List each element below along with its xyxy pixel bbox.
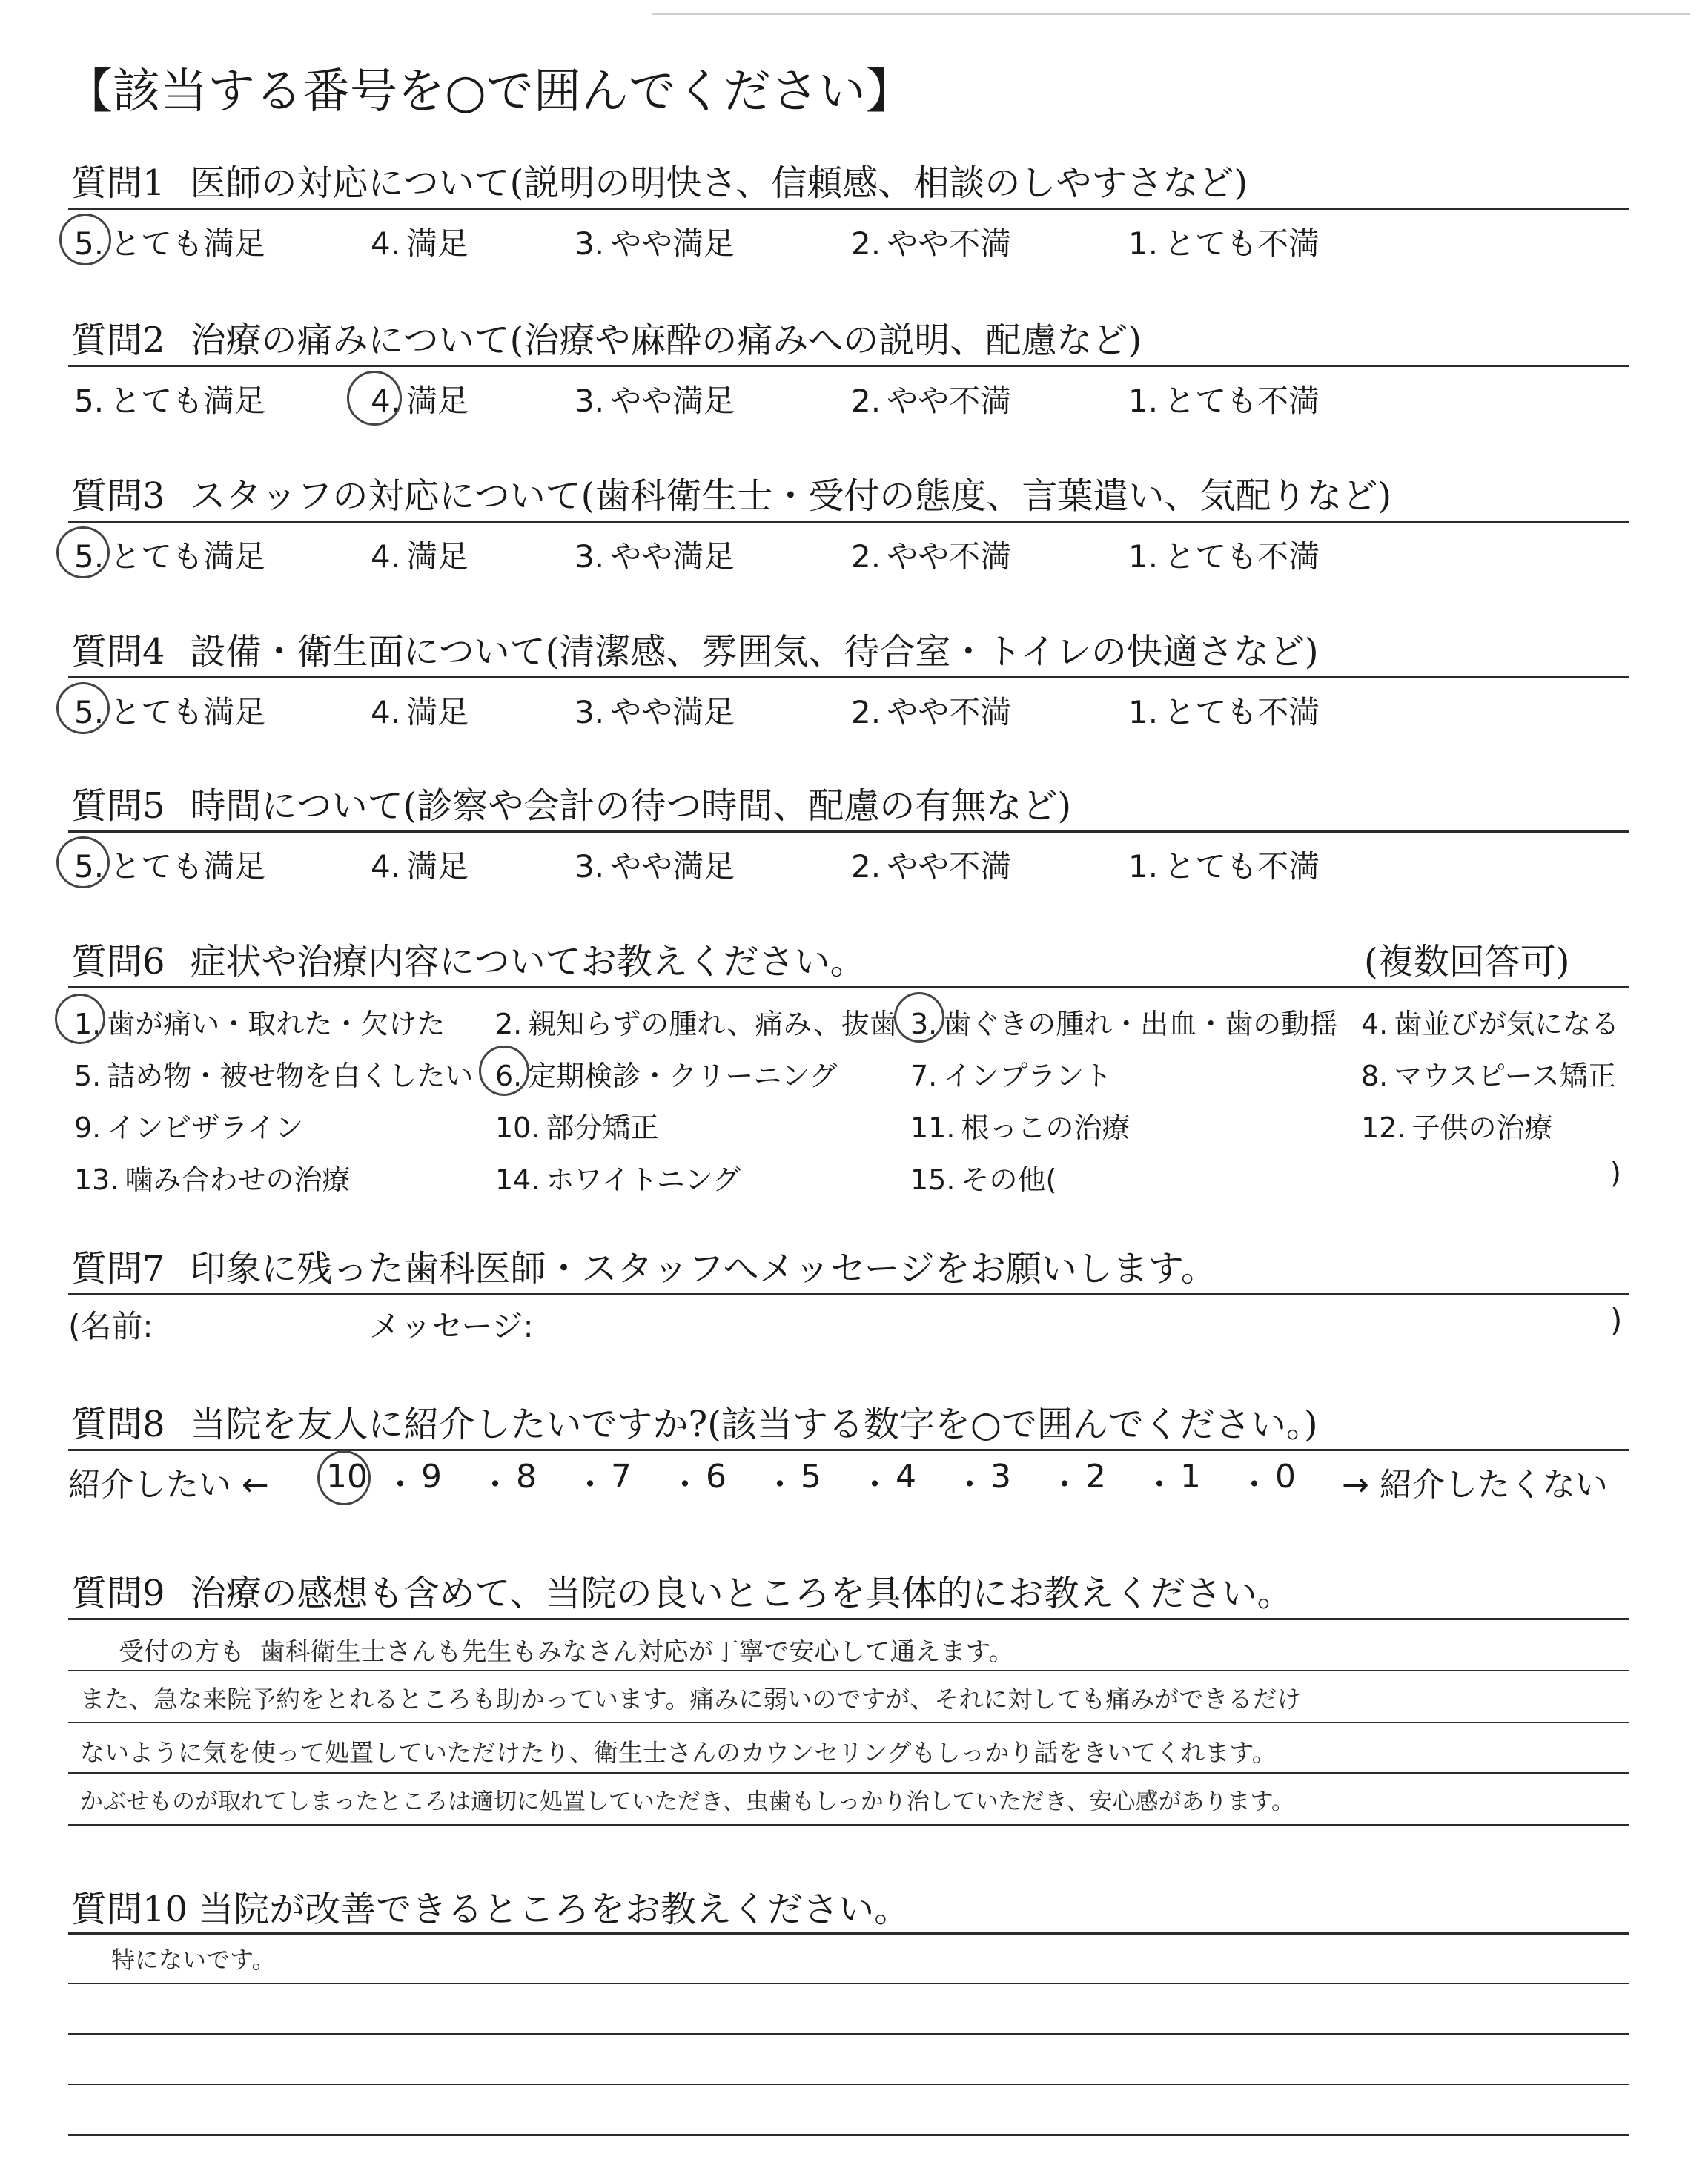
q5-option-2[interactable]: 2. やや不満 [851, 848, 1012, 885]
question-6-text: 症状や治療内容についてお教えください。 [190, 941, 866, 982]
question-8-text: 当院を友人に紹介したいですか?(該当する数字を○で囲んでください。) [190, 1404, 1318, 1445]
question-4-rule [68, 676, 1629, 678]
q4-selected-circle [56, 682, 110, 734]
q4-option-1[interactable]: 1. とても不満 [1128, 694, 1320, 730]
question-4-text: 設備・衛生面について(清潔感、雰囲気、待合室・トイレの快適さなど) [190, 631, 1319, 673]
q3-option-2[interactable]: 2. やや不満 [851, 538, 1012, 575]
question-10-rule [68, 1932, 1629, 1935]
question-7-text: 印象に残った歯科医師・スタッフへメッセージをお願いします。 [190, 1248, 1217, 1289]
q6-item-6[interactable]: 6. 定期検診・クリーニング [495, 1060, 838, 1092]
question-2-text: 治療の痛みについて(治療や麻酔の痛みへの説明、配慮など) [190, 320, 1142, 361]
q8-scale-0[interactable]: 0 [1275, 1458, 1296, 1496]
question-9-text: 治療の感想も含めて、当院の良いところを具体的にお教えください。 [190, 1573, 1293, 1614]
q2-option-2[interactable]: 2. やや不満 [851, 383, 1012, 419]
q5-option-5[interactable]: 5. とても満足 [74, 848, 266, 885]
q2-option-4[interactable]: 4. 満足 [371, 383, 469, 419]
question-5-title [71, 777, 1071, 828]
q6-item-15-close: ) [1610, 1157, 1621, 1189]
question-7-rule [68, 1293, 1629, 1295]
q8-scale-separator: ・ [384, 1466, 417, 1504]
q10-line-4 [68, 2134, 1629, 2136]
question-3-rule [68, 521, 1629, 523]
q8-scale-separator: ・ [1238, 1466, 1271, 1504]
q10-line-2 [68, 2033, 1629, 2035]
q8-scale-9[interactable]: 9 [421, 1458, 442, 1496]
q8-scale-1[interactable]: 1 [1180, 1458, 1201, 1496]
question-1-text: 医師の対応について(説明の明快さ、信頼感、相談のしやすさなど) [190, 162, 1248, 204]
q8-scale-7[interactable]: 7 [611, 1458, 632, 1496]
question-6-rule [68, 986, 1629, 988]
scan-edge-line [652, 13, 1690, 15]
q6-item-10[interactable]: 10. 部分矯正 [495, 1112, 659, 1144]
question-7-number: 質問7 [71, 1248, 165, 1289]
q9-answer-line-1: 受付の方も 歯科衛生士さんも先生もみなさん対応が丁寧で安心して通えます。 [119, 1637, 1014, 1667]
q4-option-3[interactable]: 3. やや満足 [575, 694, 735, 730]
q10-line-1 [68, 1983, 1629, 1984]
q8-scale-separator: ・ [1048, 1466, 1081, 1504]
q6-item-3[interactable]: 3. 歯ぐきの腫れ・出血・歯の動揺 [910, 1008, 1338, 1040]
question-8-rule [68, 1449, 1629, 1451]
question-1-number: 質問1 [71, 162, 165, 204]
q9-answer-line-2: また、急な来院予約をとれるところも助かっています。痛みに弱いのですが、それに対しても痛みができるだけ [80, 1685, 1302, 1714]
q1-option-1[interactable]: 1. とても不満 [1128, 225, 1320, 262]
question-6-title [71, 933, 866, 984]
q6-item-9[interactable]: 9. インビザライン [74, 1112, 304, 1144]
q8-scale-separator: ・ [479, 1466, 512, 1504]
form-heading: 【該当する番号を○で囲んでください】 [65, 65, 913, 119]
q3-option-1[interactable]: 1. とても不満 [1128, 538, 1320, 575]
question-1-title [71, 154, 1248, 205]
q9-line-4 [68, 1824, 1629, 1826]
question-5-text: 時間について(診察や会計の待つ時間、配慮の有無など) [190, 785, 1072, 827]
question-2-rule [68, 365, 1629, 367]
q9-line-3 [68, 1772, 1629, 1774]
q8-right-label: → 紹介したくない [1342, 1466, 1608, 1504]
question-9-title [71, 1565, 1293, 1616]
q10-line-3 [68, 2084, 1629, 2085]
question-2-title [71, 311, 1142, 363]
q7-name-label: (名前: [68, 1308, 153, 1344]
q8-scale-8[interactable]: 8 [516, 1458, 537, 1496]
q4-option-4[interactable]: 4. 満足 [371, 694, 469, 730]
q5-option-4[interactable]: 4. 満足 [371, 848, 469, 885]
question-9-number: 質問9 [71, 1573, 165, 1614]
question-10-text: 当院が改善できるところをお教えください。 [198, 1889, 910, 1930]
q8-scale-6[interactable]: 6 [706, 1458, 726, 1496]
question-5-number: 質問5 [71, 785, 165, 827]
q6-item-5[interactable]: 5. 詰め物・被せ物を白くしたい [74, 1060, 474, 1092]
q8-scale-separator: ・ [764, 1466, 796, 1504]
question-6-number: 質問6 [71, 941, 165, 982]
q6-item-11[interactable]: 11. 根っこの治療 [910, 1112, 1131, 1144]
question-10-number: 質問10 [71, 1889, 188, 1930]
q8-scale-separator: ・ [858, 1466, 891, 1504]
q8-scale-10[interactable]: 10 [326, 1458, 368, 1496]
q8-scale-3[interactable]: 3 [990, 1458, 1011, 1496]
q7-message-label: メッセージ: [369, 1308, 534, 1344]
question-1-rule [68, 208, 1629, 210]
q4-option-2[interactable]: 2. やや不満 [851, 694, 1012, 730]
q5-selected-circle [56, 836, 110, 888]
question-8-title [71, 1396, 1318, 1447]
question-8-number: 質問8 [71, 1404, 165, 1445]
q6-item-8[interactable]: 8. マウスピース矯正 [1361, 1060, 1616, 1092]
question-4-title [71, 623, 1319, 674]
q8-scale-separator: ・ [669, 1466, 701, 1504]
q6-item-1[interactable]: 1. 歯が痛い・取れた・欠けた [74, 1008, 446, 1040]
question-4-number: 質問4 [71, 631, 165, 673]
q8-selected-circle [317, 1450, 371, 1505]
q9-answer-line-3: ないように気を使って処置していただけたり、衛生士さんのカウンセリングもしっかり話をきいてくれます。 [80, 1738, 1277, 1767]
q9-line-2 [68, 1722, 1629, 1723]
q8-scale-2[interactable]: 2 [1085, 1458, 1106, 1496]
question-2-number: 質問2 [71, 320, 165, 361]
q1-option-3[interactable]: 3. やや満足 [575, 225, 735, 262]
q3-option-4[interactable]: 4. 満足 [371, 538, 469, 575]
q8-scale-4[interactable]: 4 [896, 1458, 916, 1496]
q8-scale-separator: ・ [574, 1466, 606, 1504]
question-5-rule [68, 830, 1629, 833]
q7-close-paren: ) [1610, 1302, 1623, 1338]
q6-item-14[interactable]: 14. ホワイトニング [495, 1163, 741, 1196]
q4-option-5[interactable]: 5. とても満足 [74, 694, 266, 730]
q9-line-1 [68, 1670, 1629, 1671]
q8-left-label: 紹介したい ← [68, 1466, 269, 1504]
q3-option-5[interactable]: 5. とても満足 [74, 538, 266, 575]
question-3-title [71, 467, 1391, 518]
q2-option-5[interactable]: 5. とても満足 [74, 383, 266, 419]
q1-selected-circle [59, 214, 111, 265]
question-3-number: 質問3 [71, 475, 165, 517]
q1-option-2[interactable]: 2. やや不満 [851, 225, 1012, 262]
q1-option-5[interactable]: 5. とても満足 [74, 225, 266, 262]
q6-item-15[interactable]: 15. その他( [910, 1163, 1057, 1196]
q6-item-6-circle [479, 1046, 529, 1096]
q6-item-7[interactable]: 7. インプラント [910, 1060, 1113, 1092]
q6-item-3-circle [894, 992, 944, 1043]
question-7-title [71, 1240, 1217, 1291]
q6-item-1-circle [55, 994, 105, 1044]
q6-item-13[interactable]: 13. 噛み合わせの治療 [74, 1163, 351, 1196]
q8-scale-5[interactable]: 5 [801, 1458, 821, 1496]
q6-item-12[interactable]: 12. 子供の治療 [1361, 1112, 1553, 1144]
question-3-text: スタッフの対応について(歯科衛生士・受付の態度、言葉遣い、気配りなど) [190, 475, 1392, 517]
q10-answer-line-1: 特にないです。 [111, 1946, 276, 1974]
q2-option-1[interactable]: 1. とても不満 [1128, 383, 1320, 419]
q3-option-3[interactable]: 3. やや満足 [575, 538, 735, 575]
q5-option-3[interactable]: 3. やや満足 [575, 848, 735, 885]
question-10-title [71, 1880, 910, 1932]
q2-option-3[interactable]: 3. やや満足 [575, 383, 735, 419]
q3-selected-circle [56, 526, 110, 578]
q8-scale-separator: ・ [953, 1466, 986, 1504]
question-6-note: (複数回答可) [1364, 941, 1570, 982]
q9-answer-line-4: かぶせものが取れてしまったところは適切に処置していただき、虫歯もしっかり治していただき、安心感があります。 [80, 1789, 1295, 1815]
q2-selected-circle [347, 371, 402, 426]
q6-item-4[interactable]: 4. 歯並びが気になる [1361, 1008, 1620, 1040]
question-9-rule [68, 1618, 1629, 1620]
q8-scale-separator: ・ [1143, 1466, 1176, 1504]
q6-item-2[interactable]: 2. 親知らずの腫れ、痛み、抜歯 [495, 1008, 898, 1040]
q5-option-1[interactable]: 1. とても不満 [1128, 848, 1320, 885]
q1-option-4[interactable]: 4. 満足 [371, 225, 469, 262]
